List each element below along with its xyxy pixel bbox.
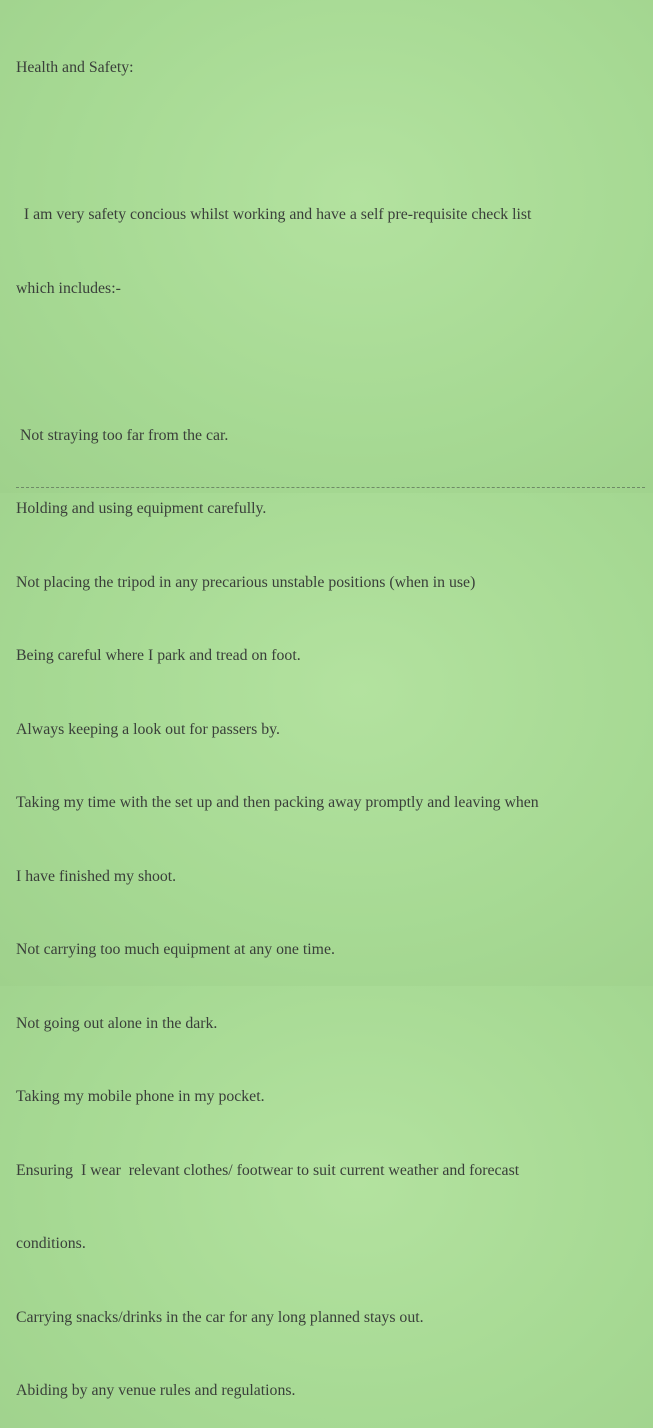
spacer xyxy=(16,130,646,155)
checklist-line: Being careful where I park and tread on foot. xyxy=(16,647,301,664)
checklist-line: Ensuring I wear relevant clothes/ footwear to suit current weather and forecast xyxy=(16,1161,520,1179)
checklist-line: Taking my time with the set up and then packing away promptly and leaving when xyxy=(16,794,539,811)
checklist-line: Always keeping a look out for passers by. xyxy=(16,720,280,738)
checklist-line: Not straying too far from the car. xyxy=(16,426,229,444)
section-heading: Health and Safety: xyxy=(16,59,134,76)
intro-text-line-2: which includes:- xyxy=(16,279,121,297)
checklist-line: conditions. xyxy=(16,1235,86,1252)
checklist-line: Abiding by any venue rules and regulations. xyxy=(16,1382,296,1399)
intro-text-line-1: I am very safety concious whilst working and have a self pre-requisite check list xyxy=(16,206,532,223)
checklist-line: Carrying snacks/drinks in the car for any long planned stays out. xyxy=(16,1308,424,1326)
checklist-line: Taking my mobile phone in my pocket. xyxy=(16,1088,265,1105)
checklist-line: I have finished my shoot. xyxy=(16,867,177,885)
checklist-line: Not going out alone in the dark. xyxy=(16,1014,218,1032)
spacer xyxy=(16,350,646,375)
checklist-line: Not carrying too much equipment at any one time. xyxy=(16,941,335,958)
checklist-line: Holding and using equipment carefully. xyxy=(16,500,267,517)
dashed-divider xyxy=(16,487,645,488)
checklist-line: Not placing the tripod in any precarious unstable positions (when in use) xyxy=(16,573,476,591)
document-body xyxy=(16,7,646,1428)
